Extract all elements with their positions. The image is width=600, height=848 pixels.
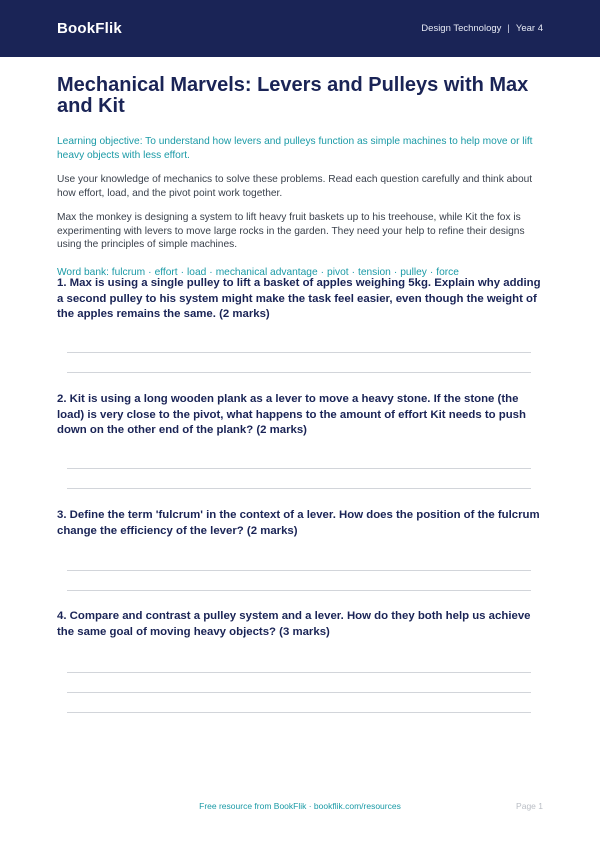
page-title: Mechanical Marvels: Levers and Pulleys with Max and Kit [57, 74, 529, 117]
word-bank-label: Word bank: [57, 266, 109, 278]
answer-line[interactable] [67, 468, 531, 469]
brand-logo[interactable]: BookFlik [57, 20, 122, 37]
word-bank-word: effort [154, 266, 178, 278]
answer-line[interactable] [67, 352, 531, 353]
word-bank: Word bank: fulcrum · effort · load · mechanical advantage · pivot · tension · pulley · force [57, 266, 459, 278]
scenario-text: Max the monkey is designing a system to lift heavy fruit baskets up to his treehouse, while Kit the fox is experimenting with levers to move large rocks in the garden. They need your help to refine their designs using the principles of simple machines. [57, 212, 525, 250]
word-bank-word: pulley [400, 266, 427, 278]
instructions-text: Use your knowledge of mechanics to solve these problems. Read each question carefully and think about how effort, load, and the pivot point work together. [57, 174, 533, 199]
question-2: 2. Kit is using a long wooden plank as a lever to move a heavy stone. If the stone (the load) is very close to the pivot, what happens to the amount of effort Kit needs to push down on the other end of the plank? (2 marks) [57, 393, 526, 436]
word-bank-word: mechanical advantage [215, 266, 318, 278]
word-bank-word: force [436, 266, 459, 278]
answer-line[interactable] [67, 692, 531, 693]
footer-link[interactable]: Free resource from BookFlik · bookflik.com/resources [199, 801, 401, 811]
page-number: Page 1 [516, 801, 543, 811]
answer-line[interactable] [67, 712, 531, 713]
answer-line[interactable] [67, 570, 531, 571]
answer-line[interactable] [67, 672, 531, 673]
subject-label: Design Technology [421, 23, 502, 34]
word-bank-word: pivot [327, 266, 349, 278]
question-4: 4. Compare and contrast a pulley system and a lever. How do they both help us achieve the same goal of moving heavy objects? (3 marks) [57, 610, 531, 638]
word-bank-word: load [187, 266, 207, 278]
answer-line[interactable] [67, 488, 531, 489]
header-divider: | [507, 23, 510, 34]
learning-objective: Learning objective: To understand how levers and pulleys function as simple machines to help move or lift heavy objects with less effort. [57, 136, 533, 161]
word-bank-word: fulcrum [111, 266, 146, 278]
answer-line[interactable] [67, 372, 531, 373]
answer-line[interactable] [67, 590, 531, 591]
question-1: 1. Max is using a single pulley to lift a basket of apples weighing 5kg. Explain why adding a second pulley to his system might make the task feel easier, even though the weight of the apples remains the same. (2 marks) [57, 277, 541, 320]
worksheet-body [0, 57, 600, 279]
year-label: Year 4 [515, 23, 543, 34]
page-header [0, 0, 600, 57]
question-3: 3. Define the term 'fulcrum' in the context of a lever. How does the position of the fulcrum change the efficiency of the lever? (2 marks) [57, 509, 540, 537]
word-bank-word: tension [357, 266, 391, 278]
header-meta [421, 23, 543, 34]
